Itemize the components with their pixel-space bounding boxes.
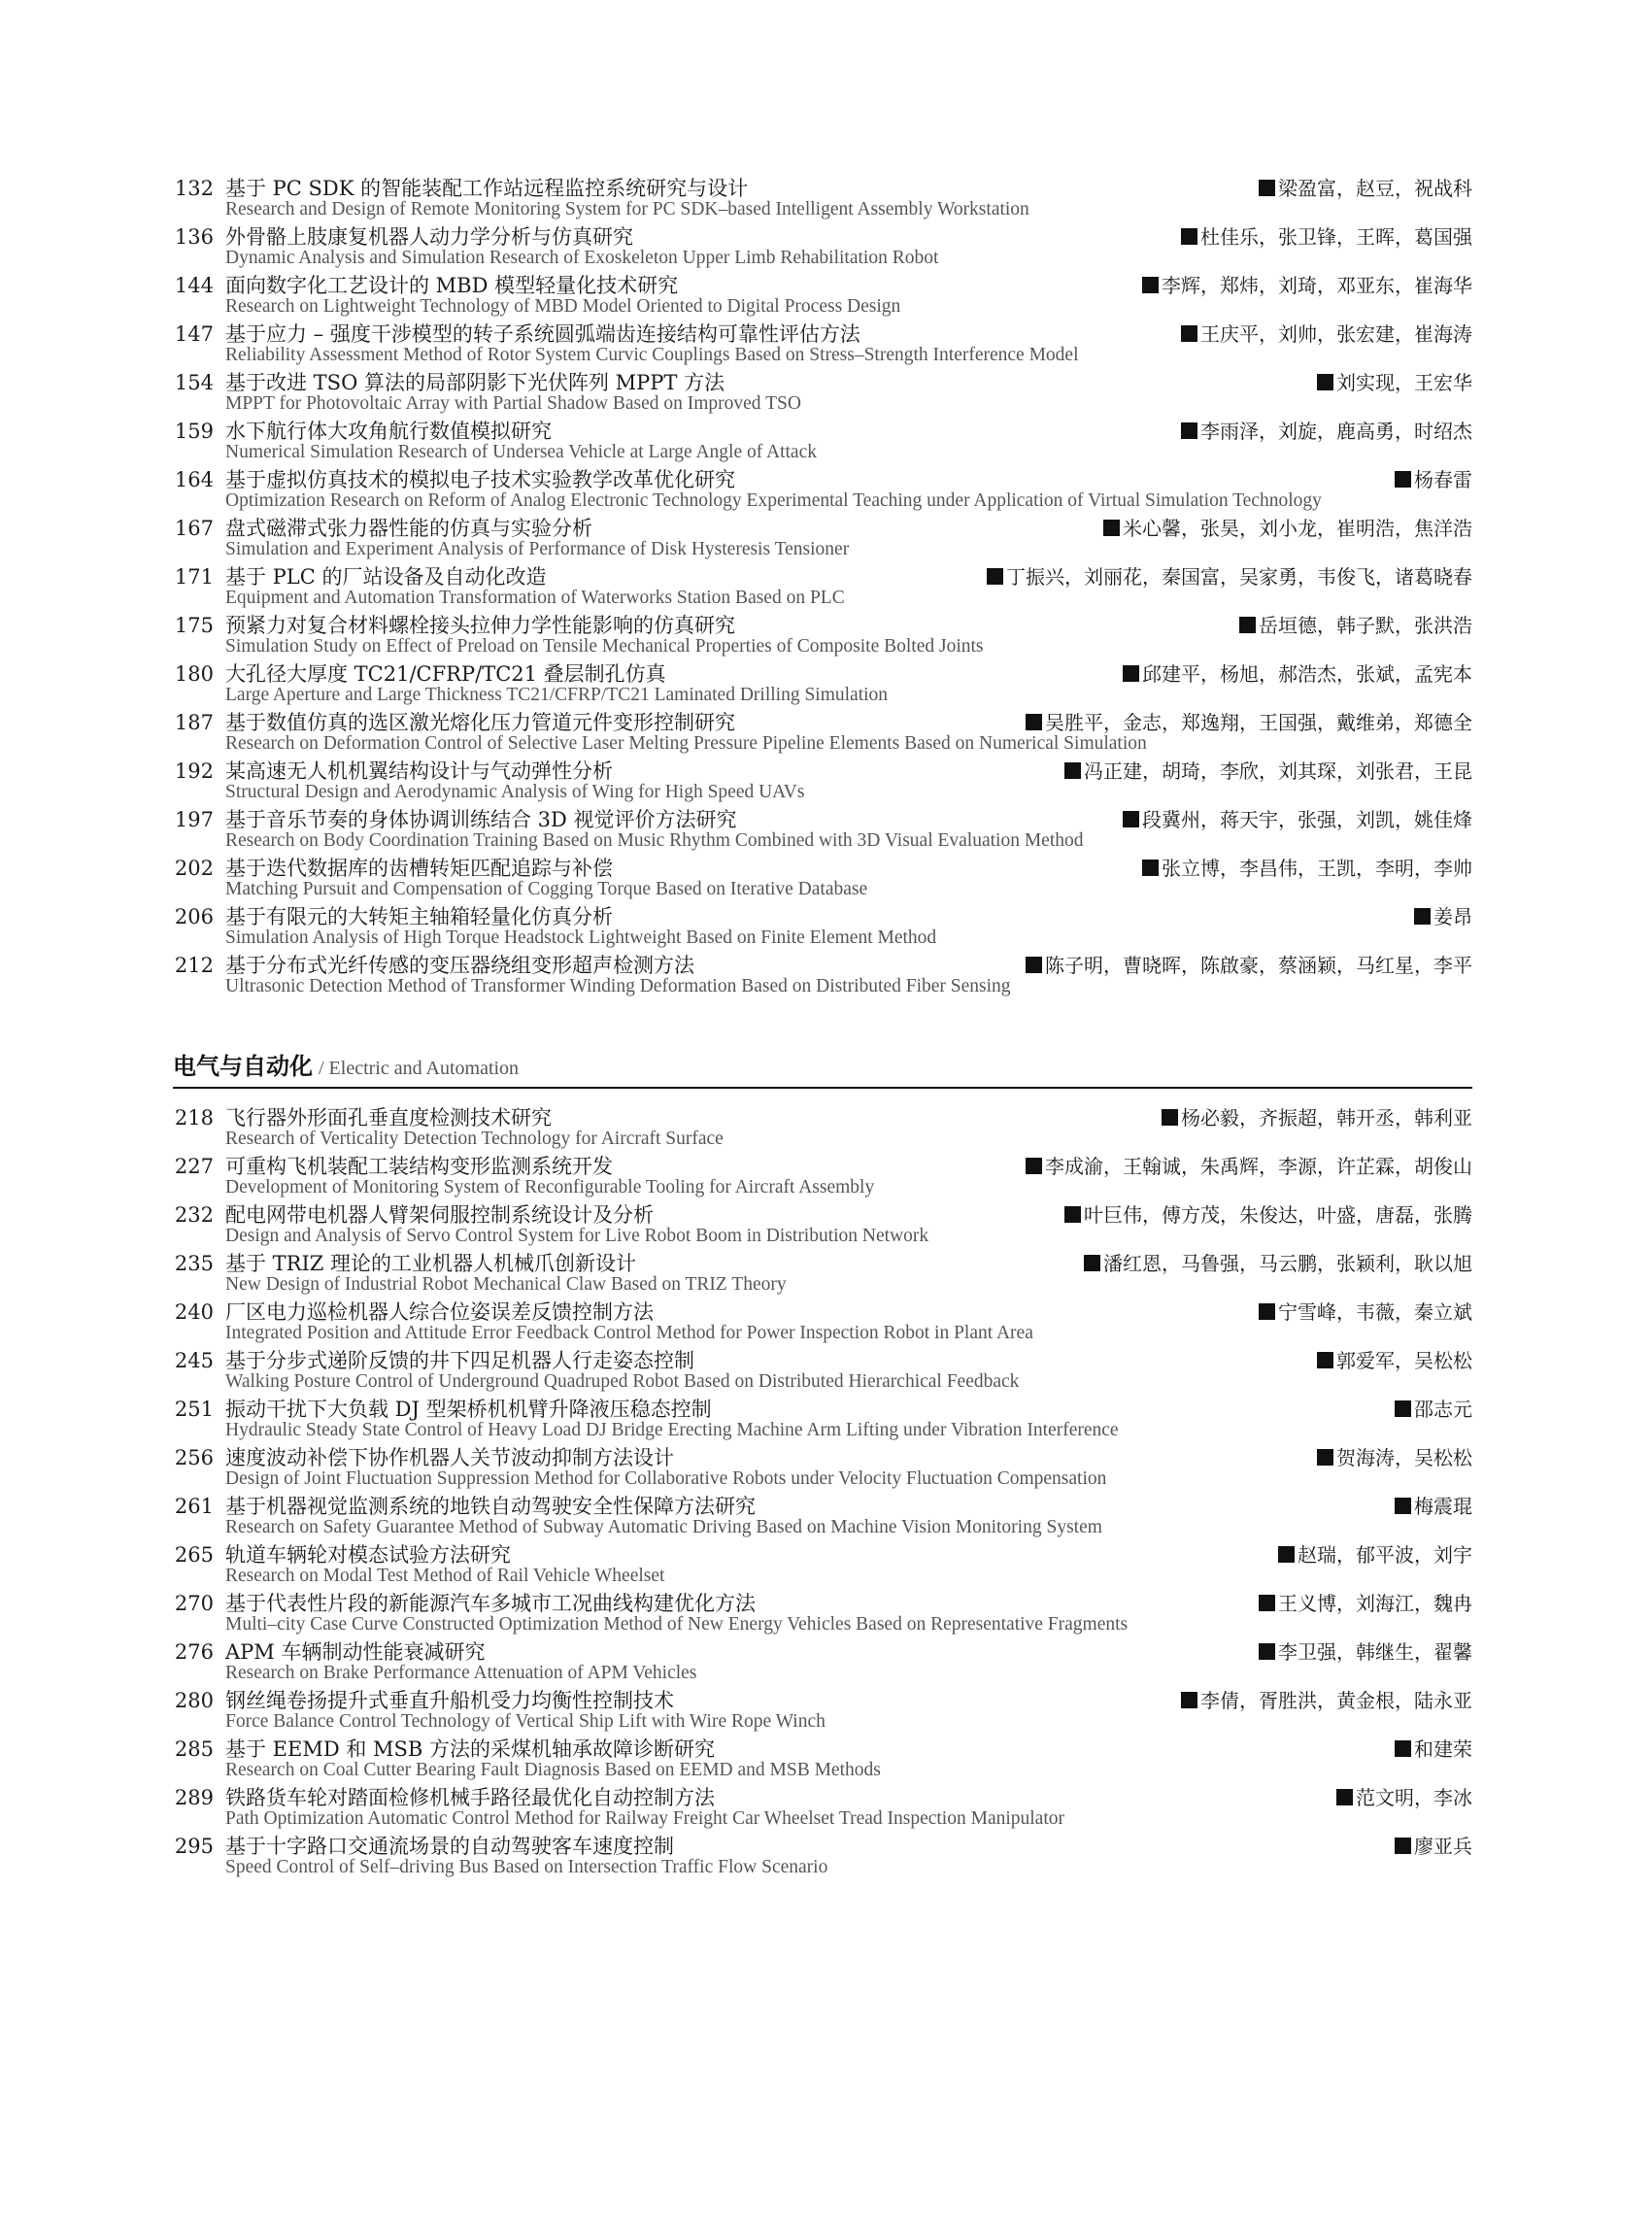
authors-text: 赵瑞，郁平波，刘宇 bbox=[1298, 1543, 1472, 1567]
authors bbox=[1414, 901, 1472, 929]
authors bbox=[1259, 1297, 1472, 1325]
authors-text: 岳垣德，韩子默，张洪浩 bbox=[1259, 614, 1472, 637]
page-number: 136 bbox=[174, 225, 214, 249]
black-square-icon bbox=[1162, 1109, 1178, 1126]
article-title-en: Integrated Position and Attitude Error Feedback Control Method for Power Inspection Robot in Plant Area bbox=[225, 1323, 1033, 1343]
authors bbox=[1239, 610, 1472, 638]
authors-text: 陈子明，曹晓晖，陈啟豪，蔡涵颖，马红星，李平 bbox=[1045, 954, 1472, 977]
article-title-en: Simulation Analysis of High Torque Headstock Lightweight Based on Finite Element Method bbox=[225, 928, 937, 948]
authors-text: 郭爱军，吴松松 bbox=[1336, 1349, 1472, 1372]
authors-text: 李倩，胥胜洪，黄金根，陆永亚 bbox=[1200, 1689, 1472, 1712]
article-title-en: New Design of Industrial Robot Mechanical Claw Based on TRIZ Theory bbox=[225, 1274, 787, 1295]
article-title-cn: 速度波动补偿下协作机器人关节波动抑制方法设计 bbox=[225, 1446, 674, 1469]
article-title-cn: 基于音乐节奏的身体协调训练结合 3D 视觉评价方法研究 bbox=[225, 808, 737, 831]
article-title-cn: 可重构飞机装配工装结构变形监测系统开发 bbox=[225, 1155, 613, 1178]
authors-text: 李成渝，王翰诚，朱禹辉，李源，许芷霖，胡俊山 bbox=[1045, 1155, 1472, 1178]
section-electric-automation bbox=[173, 1047, 1472, 1877]
black-square-icon bbox=[1123, 665, 1139, 682]
article-title-en: Research on Body Coordination Training Based on Music Rhythm Combined with 3D Visual Evaluation Method bbox=[225, 830, 1084, 851]
page-number: 192 bbox=[174, 759, 214, 783]
article-title-cn: 配电网带电机器人臂架伺服控制系统设计及分析 bbox=[225, 1203, 654, 1227]
authors bbox=[1084, 1248, 1472, 1276]
black-square-icon bbox=[1395, 471, 1411, 488]
section-entries bbox=[173, 1102, 1472, 1877]
black-square-icon bbox=[1414, 908, 1431, 925]
article-title-cn: 基于迭代数据库的齿槽转矩匹配追踪与补偿 bbox=[225, 857, 613, 880]
article-title-en: Force Balance Control Technology of Vertical Ship Lift with Wire Rope Winch bbox=[225, 1711, 826, 1732]
page-number: 159 bbox=[174, 420, 214, 443]
authors-text: 叶巨伟，傅方茂，朱俊达，叶盛，唐磊，张腾 bbox=[1084, 1203, 1472, 1227]
article-title-cn: 预紧力对复合材料螺栓接头拉伸力学性能影响的仿真研究 bbox=[225, 614, 735, 637]
article-title-en: Research on Brake Performance Attenuation of APM Vehicles bbox=[225, 1663, 697, 1683]
article-title-cn: 厂区电力巡检机器人综合位姿误差反馈控制方法 bbox=[225, 1300, 654, 1324]
article-title-cn: 基于改进 TSO 算法的局部阴影下光伏阵列 MPPT 方法 bbox=[225, 371, 725, 394]
page-number: 164 bbox=[174, 468, 214, 491]
authors-text: 王庆平，刘帅，张宏建，崔海涛 bbox=[1200, 322, 1472, 346]
authors-text: 梁盈富，赵豆，祝战科 bbox=[1278, 177, 1472, 200]
toc-entry[interactable] bbox=[173, 1782, 1472, 1829]
authors-text: 邵志元 bbox=[1414, 1398, 1472, 1421]
page-number: 232 bbox=[174, 1203, 214, 1227]
authors-text: 杜佳乐，张卫锋，王晖，葛国强 bbox=[1200, 225, 1472, 249]
toc-entry[interactable] bbox=[173, 610, 1472, 657]
authors bbox=[1317, 1345, 1472, 1373]
authors-text: 张立博，李昌伟，王凯，李明，李帅 bbox=[1162, 857, 1472, 880]
page-number: 202 bbox=[174, 857, 214, 880]
toc-entry[interactable] bbox=[173, 658, 1472, 705]
article-title-cn: 外骨骼上肢康复机器人动力学分析与仿真研究 bbox=[225, 225, 633, 249]
page-number: 180 bbox=[174, 662, 214, 686]
article-title-en: Research and Design of Remote Monitoring System for PC SDK–based Intelligent Assembly Workstation bbox=[225, 199, 1029, 219]
authors-text: 刘实现，王宏华 bbox=[1336, 371, 1472, 394]
authors-text: 丁振兴，刘丽花，秦国富，吴家勇，韦俊飞，诸葛晓春 bbox=[1006, 565, 1472, 589]
toc-entry[interactable] bbox=[173, 1297, 1472, 1343]
black-square-icon bbox=[1103, 520, 1120, 536]
authors-text: 范文明，李冰 bbox=[1356, 1786, 1472, 1809]
page-number: 197 bbox=[174, 808, 214, 831]
authors-text: 廖亚兵 bbox=[1414, 1835, 1472, 1858]
article-title-en: MPPT for Photovoltaic Array with Partial Shadow Based on Improved TSO bbox=[225, 393, 801, 414]
article-title-en: Large Aperture and Large Thickness TC21/CFRP/TC21 Laminated Drilling Simulation bbox=[225, 685, 889, 705]
article-title-en: Multi–city Case Curve Constructed Optimization Method of New Energy Vehicles Based on Representative Fragments bbox=[225, 1614, 1129, 1635]
authors-text: 姜昂 bbox=[1433, 905, 1472, 928]
toc-entry[interactable] bbox=[173, 270, 1472, 317]
toc-entry[interactable] bbox=[173, 1831, 1472, 1877]
article-title-cn: 基于应力 – 强度干涉模型的转子系统圆弧端齿连接结构可靠性评估方法 bbox=[225, 322, 860, 346]
article-title-cn: APM 车辆制动性能衰减研究 bbox=[225, 1640, 486, 1664]
authors bbox=[1181, 416, 1472, 444]
article-title-cn: 某高速无人机机翼结构设计与气动弹性分析 bbox=[225, 759, 613, 783]
article-title-cn: 飞行器外形面孔垂直度检测技术研究 bbox=[225, 1106, 552, 1130]
article-title-en: Dynamic Analysis and Simulation Research of Exoskeleton Upper Limb Rehabilitation Robot bbox=[225, 248, 939, 268]
article-title-en: Design and Analysis of Servo Control System for Live Robot Boom in Distribution Network bbox=[225, 1226, 929, 1246]
page-number: 175 bbox=[174, 614, 214, 637]
black-square-icon bbox=[1259, 1303, 1275, 1320]
authors bbox=[1395, 1831, 1472, 1859]
page-number: 256 bbox=[174, 1446, 214, 1469]
black-square-icon bbox=[1026, 1158, 1042, 1174]
toc-entry[interactable] bbox=[173, 561, 1472, 608]
toc-entry[interactable] bbox=[173, 513, 1472, 559]
toc-entry[interactable] bbox=[173, 319, 1472, 365]
toc-entry[interactable] bbox=[173, 950, 1472, 996]
authors bbox=[1026, 950, 1472, 978]
article-title-cn: 水下航行体大攻角航行数值模拟研究 bbox=[225, 420, 552, 443]
article-title-cn: 面向数字化工艺设计的 MBD 模型轻量化技术研究 bbox=[225, 274, 679, 297]
black-square-icon bbox=[1026, 957, 1042, 973]
authors bbox=[1142, 853, 1472, 881]
page-number: 276 bbox=[174, 1640, 214, 1664]
page-number: 285 bbox=[174, 1737, 214, 1761]
article-title-en: Structural Design and Aerodynamic Analysis of Wing for High Speed UAVs bbox=[225, 782, 805, 802]
article-title-en: Research on Coal Cutter Bearing Fault Diagnosis Based on EEMD and MSB Methods bbox=[225, 1760, 881, 1780]
page-number: 289 bbox=[174, 1786, 214, 1809]
black-square-icon bbox=[1317, 1449, 1333, 1466]
black-square-icon bbox=[1181, 325, 1197, 342]
authors bbox=[1181, 1685, 1472, 1713]
article-title-en: Research on Lightweight Technology of MBD Model Oriented to Digital Process Design bbox=[225, 296, 901, 317]
black-square-icon bbox=[1181, 1692, 1197, 1708]
page-number: 132 bbox=[174, 177, 214, 200]
black-square-icon bbox=[1395, 1498, 1411, 1514]
toc-entry[interactable] bbox=[173, 221, 1472, 268]
authors bbox=[1395, 1394, 1472, 1422]
toc-entry[interactable] bbox=[173, 1394, 1472, 1440]
black-square-icon bbox=[987, 568, 1003, 585]
article-title-en: Ultrasonic Detection Method of Transformer Winding Deformation Based on Distributed Fiber Sensing bbox=[225, 976, 1011, 996]
black-square-icon bbox=[1259, 1595, 1275, 1611]
article-title-en: Walking Posture Control of Underground Quadruped Robot Based on Distributed Hierarchical Feedback bbox=[225, 1371, 1020, 1392]
section-mechanical bbox=[173, 173, 1472, 996]
black-square-icon bbox=[1317, 374, 1333, 390]
toc-entry[interactable] bbox=[173, 1491, 1472, 1537]
authors bbox=[1395, 1491, 1472, 1519]
authors-text: 李雨泽，刘旋，鹿高勇，时绍杰 bbox=[1200, 420, 1472, 443]
toc-entry[interactable] bbox=[173, 804, 1472, 851]
authors-text: 吴胜平，金志，郑逸翔，王国强，戴维弟，郑德全 bbox=[1045, 711, 1472, 734]
authors-text: 潘红恩，马鲁强，马云鹏，张颖利，耿以旭 bbox=[1103, 1252, 1472, 1275]
authors-text: 梅震琨 bbox=[1414, 1495, 1472, 1518]
black-square-icon bbox=[1064, 762, 1081, 779]
page-number: 144 bbox=[174, 274, 214, 297]
article-title-cn: 基于分布式光纤传感的变压器绕组变形超声检测方法 bbox=[225, 954, 694, 977]
article-title-cn: 钢丝绳卷扬提升式垂直升船机受力均衡性控制技术 bbox=[225, 1689, 674, 1712]
section-title-en: / Electric and Automation bbox=[319, 1058, 520, 1079]
authors-text: 杨必毅，齐振超，韩开丞，韩利亚 bbox=[1181, 1106, 1472, 1130]
article-title-cn: 基于数值仿真的选区激光熔化压力管道元件变形控制研究 bbox=[225, 711, 735, 734]
page-number: 240 bbox=[174, 1300, 214, 1324]
page-number: 154 bbox=[174, 371, 214, 394]
article-title-en: Research of Verticality Detection Technology for Aircraft Surface bbox=[225, 1129, 724, 1149]
black-square-icon bbox=[1123, 811, 1139, 827]
article-title-cn: 铁路货车轮对踏面检修机械手路径最优化自动控制方法 bbox=[225, 1786, 715, 1809]
page-number: 261 bbox=[174, 1495, 214, 1518]
black-square-icon bbox=[1142, 860, 1159, 876]
black-square-icon bbox=[1064, 1206, 1081, 1223]
article-title-cn: 基于 TRIZ 理论的工业机器人机械爪创新设计 bbox=[225, 1252, 637, 1275]
authors-text: 邱建平，杨旭，郝浩杰，张斌，孟宪本 bbox=[1142, 662, 1472, 686]
authors bbox=[1064, 1199, 1472, 1228]
article-title-en: Design of Joint Fluctuation Suppression Method for Collaborative Robots under Velocity Fluctuation Compensation bbox=[225, 1468, 1107, 1489]
authors-text: 和建荣 bbox=[1414, 1737, 1472, 1761]
article-title-cn: 基于虚拟仿真技术的模拟电子技术实验教学改革优化研究 bbox=[225, 468, 735, 491]
article-title-en: Research on Safety Guarantee Method of Subway Automatic Driving Based on Machine Vision Monitoring System bbox=[225, 1517, 1102, 1537]
article-title-en: Equipment and Automation Transformation of Waterworks Station Based on PLC bbox=[225, 588, 845, 608]
article-title-en: Simulation Study on Effect of Preload on Tensile Mechanical Properties of Composite Bolted Joints bbox=[225, 636, 984, 657]
authors-text: 李辉，郑炜，刘琦，邓亚东，崔海华 bbox=[1162, 274, 1472, 297]
black-square-icon bbox=[1259, 1643, 1275, 1660]
authors bbox=[1181, 221, 1472, 250]
authors bbox=[1026, 1151, 1472, 1179]
authors bbox=[1123, 658, 1472, 687]
black-square-icon bbox=[1278, 1546, 1295, 1563]
page-number: 212 bbox=[174, 954, 214, 977]
article-title-en: Speed Control of Self–driving Bus Based on Intersection Traffic Flow Scenario bbox=[225, 1857, 828, 1877]
page-number: 265 bbox=[174, 1543, 214, 1567]
authors bbox=[1317, 367, 1472, 395]
black-square-icon bbox=[1084, 1255, 1100, 1271]
authors bbox=[1336, 1782, 1472, 1810]
authors-text: 贺海涛，吴松松 bbox=[1336, 1446, 1472, 1469]
toc-entry[interactable] bbox=[173, 1636, 1472, 1683]
article-title-cn: 基于 EEMD 和 MSB 方法的采煤机轴承故障诊断研究 bbox=[225, 1737, 716, 1761]
toc-entry[interactable] bbox=[173, 1151, 1472, 1197]
authors-text: 段冀州，蒋天宇，张强，刘凯，姚佳烽 bbox=[1142, 808, 1472, 831]
article-title-cn: 轨道车辆轮对模态试验方法研究 bbox=[225, 1543, 511, 1567]
toc-entry[interactable] bbox=[173, 1442, 1472, 1489]
authors bbox=[1026, 707, 1472, 735]
page-number: 251 bbox=[174, 1398, 214, 1421]
toc-entry[interactable] bbox=[173, 707, 1472, 754]
authors bbox=[1395, 464, 1472, 492]
black-square-icon bbox=[1181, 422, 1197, 439]
authors bbox=[987, 561, 1472, 590]
article-title-en: Reliability Assessment Method of Rotor System Curvic Couplings Based on Stress–Strength Interference Model bbox=[225, 345, 1079, 365]
page-number: 167 bbox=[174, 517, 214, 540]
black-square-icon bbox=[1239, 617, 1256, 633]
authors-text: 王义博，刘海江，魏冉 bbox=[1278, 1592, 1472, 1615]
authors bbox=[1395, 1734, 1472, 1762]
authors bbox=[1181, 319, 1472, 347]
article-title-en: Numerical Simulation Research of Undersea Vehicle at Large Angle of Attack bbox=[225, 442, 817, 462]
article-title-cn: 基于 PC SDK 的智能装配工作站远程监控系统研究与设计 bbox=[225, 177, 749, 200]
authors-text: 杨春雷 bbox=[1414, 468, 1472, 491]
article-title-en: Development of Monitoring System of Reconfigurable Tooling for Aircraft Assembly bbox=[225, 1177, 875, 1197]
article-title-cn: 基于机器视觉监测系统的地铁自动驾驶安全性保障方法研究 bbox=[225, 1495, 756, 1518]
toc-page bbox=[173, 173, 1472, 1879]
article-title-en: Hydraulic Steady State Control of Heavy Load DJ Bridge Erecting Machine Arm Lifting under Vibration Interference bbox=[225, 1420, 1119, 1440]
black-square-icon bbox=[1395, 1400, 1411, 1417]
page-number: 171 bbox=[174, 565, 214, 589]
black-square-icon bbox=[1181, 228, 1197, 245]
page-number: 295 bbox=[174, 1835, 214, 1858]
toc-entry[interactable] bbox=[173, 756, 1472, 802]
authors-text: 李卫强，韩继生，翟馨 bbox=[1278, 1640, 1472, 1664]
authors bbox=[1103, 513, 1472, 541]
authors bbox=[1317, 1442, 1472, 1470]
authors-text: 宁雪峰，韦薇，秦立斌 bbox=[1278, 1300, 1472, 1324]
article-title-cn: 基于代表性片段的新能源汽车多城市工况曲线构建优化方法 bbox=[225, 1592, 756, 1615]
article-title-en: Research on Deformation Control of Selective Laser Melting Pressure Pipeline Elements Based on Numerical Simulation bbox=[225, 733, 1147, 754]
article-title-cn: 基于十字路口交通流场景的自动驾驶客车速度控制 bbox=[225, 1835, 674, 1858]
page-number: 235 bbox=[174, 1252, 214, 1275]
section-header bbox=[173, 1047, 1472, 1089]
article-title-en: Matching Pursuit and Compensation of Cogging Torque Based on Iterative Database bbox=[225, 879, 868, 899]
page-number: 227 bbox=[174, 1155, 214, 1178]
authors bbox=[1064, 756, 1472, 784]
article-title-cn: 振动干扰下大负载 DJ 型架桥机机臂升降液压稳态控制 bbox=[225, 1398, 712, 1421]
authors bbox=[1162, 1102, 1472, 1130]
article-title-cn: 基于 PLC 的厂站设备及自动化改造 bbox=[225, 565, 547, 589]
article-title-en: Simulation and Experiment Analysis of Performance of Disk Hysteresis Tensioner bbox=[225, 539, 850, 559]
section-title-cn: 电气与自动化 bbox=[173, 1053, 313, 1080]
toc-entry[interactable] bbox=[173, 1685, 1472, 1732]
black-square-icon bbox=[1317, 1352, 1333, 1368]
black-square-icon bbox=[1336, 1789, 1353, 1805]
authors bbox=[1259, 1588, 1472, 1616]
toc-entry[interactable] bbox=[173, 853, 1472, 899]
toc-entry[interactable] bbox=[173, 1102, 1472, 1149]
article-title-en: Path Optimization Automatic Control Method for Railway Freight Car Wheelset Tread Inspection Manipulator bbox=[225, 1808, 1064, 1829]
toc-entry[interactable] bbox=[173, 1199, 1472, 1246]
page-number: 280 bbox=[174, 1689, 214, 1712]
page-number: 245 bbox=[174, 1349, 214, 1372]
black-square-icon bbox=[1142, 277, 1159, 293]
toc-entry[interactable] bbox=[173, 1588, 1472, 1635]
page-number: 147 bbox=[174, 322, 214, 346]
authors bbox=[1278, 1539, 1472, 1568]
page-number: 187 bbox=[174, 711, 214, 734]
page-number: 218 bbox=[174, 1106, 214, 1130]
toc-entry[interactable] bbox=[173, 173, 1472, 219]
black-square-icon bbox=[1395, 1740, 1411, 1757]
toc-entry[interactable] bbox=[173, 367, 1472, 414]
black-square-icon bbox=[1259, 180, 1275, 196]
article-title-cn: 基于分步式递阶反馈的井下四足机器人行走姿态控制 bbox=[225, 1349, 694, 1372]
article-title-cn: 盘式磁滞式张力器性能的仿真与实验分析 bbox=[225, 517, 592, 540]
toc-entry[interactable] bbox=[173, 416, 1472, 462]
authors-text: 米心馨，张昊，刘小龙，崔明浩，焦洋浩 bbox=[1123, 517, 1472, 540]
black-square-icon bbox=[1395, 1838, 1411, 1854]
article-title-en: Research on Modal Test Method of Rail Vehicle Wheelset bbox=[225, 1566, 665, 1586]
black-square-icon bbox=[1026, 714, 1042, 730]
authors-text: 冯正建，胡琦，李欣，刘其琛，刘张君，王昆 bbox=[1084, 759, 1472, 783]
toc-entry[interactable] bbox=[173, 901, 1472, 948]
article-title-cn: 基于有限元的大转矩主轴箱轻量化仿真分析 bbox=[225, 905, 613, 928]
authors bbox=[1142, 270, 1472, 298]
toc-entry[interactable] bbox=[173, 1345, 1472, 1392]
article-title-cn: 大孔径大厚度 TC21/CFRP/TC21 叠层制孔仿真 bbox=[225, 662, 666, 686]
authors bbox=[1259, 1636, 1472, 1665]
page-number: 206 bbox=[174, 905, 214, 928]
article-title-en: Optimization Research on Reform of Analog Electronic Technology Experimental Teaching under Application of Virtual Simulation Technology bbox=[225, 490, 1322, 511]
authors bbox=[1259, 173, 1472, 201]
page-number: 270 bbox=[174, 1592, 214, 1615]
toc-entry[interactable] bbox=[173, 1734, 1472, 1780]
authors bbox=[1123, 804, 1472, 832]
toc-entry[interactable] bbox=[173, 1539, 1472, 1586]
toc-entry[interactable] bbox=[173, 1248, 1472, 1295]
toc-entry[interactable] bbox=[173, 464, 1472, 511]
